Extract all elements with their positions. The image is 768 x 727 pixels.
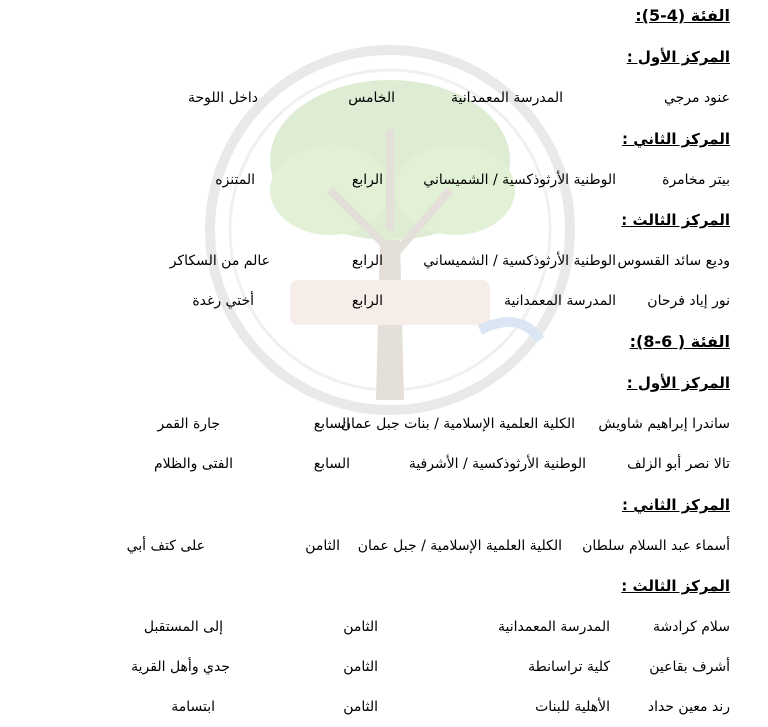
student-name: وديع سائد القسوس [617,253,730,269]
work-title: ابتسامة [171,699,215,715]
school-name: المدرسة المعمدانية [450,90,563,106]
student-name: أسماء عبد السلام سلطان [582,538,730,554]
rank-heading-third: المركز الثالث : [621,211,730,229]
grade-level: الثامن [343,619,378,635]
student-name: تالا نصر أبو الزلف [627,456,730,472]
school-name: كلية تراسانطة [528,659,610,675]
rank-heading-third: المركز الثالث : [621,577,730,595]
school-name: الوطنية الأرثوذكسية / الشميساني [423,253,616,269]
work-title: المتنزه [215,172,255,188]
grade-level: الثامن [343,699,378,715]
category-heading-4-5: الفئة (4-5): [635,6,730,25]
school-name: الأهلية للبنات [535,699,610,715]
grade-level: السابع [313,416,350,432]
student-name: رند معين حداد [647,699,730,715]
student-name: بيتر مخامرة [662,172,730,188]
grade-level: الرابع [351,172,383,188]
work-title: إلى المستقبل [143,619,223,635]
school-name: الكلية العلمية الإسلامية / جبل عمان [357,538,562,554]
school-name: الوطنية الأرثوذكسية / الأشرفية [408,456,586,472]
school-name: المدرسة المعمدانية [503,293,616,309]
rank-heading-first: المركز الأول : [626,374,730,392]
work-title: على كتف أبي [126,538,205,554]
grade-level: الثامن [343,659,378,675]
school-name: الكلية العلمية الإسلامية / بنات جبل عمان [340,416,575,432]
category-heading-6-8: الفئة ( 6-8): [629,332,730,351]
rank-heading-first: المركز الأول : [626,48,730,66]
grade-level: السابع [313,456,350,472]
work-title: عالم من السكاكر [169,253,270,269]
student-name: نور إياد فرحان [647,293,730,309]
work-title: الفتى والظلام [153,456,233,472]
student-name: أشرف بقاعين [649,659,730,675]
work-title: جدي وأهل القرية [131,659,230,675]
grade-level: الرابع [351,253,383,269]
student-name: ساندرا إبراهيم شاويش [598,416,730,432]
grade-level: الثامن [305,538,340,554]
work-title: داخل اللوحة [187,90,258,106]
school-name: المدرسة المعمدانية [497,619,610,635]
rank-heading-second: المركز الثاني : [622,496,730,514]
school-name: الوطنية الأرثوذكسية / الشميساني [423,172,616,188]
student-name: عنود مرجي [663,90,730,106]
work-title: أختي رغدة [192,293,254,309]
work-title: جارة القمر [157,416,220,432]
grade-level: الرابع [351,293,383,309]
student-name: سلام كرادشة [653,619,730,635]
tree-logo-watermark [180,10,600,430]
grade-level: الخامس [348,90,395,106]
rank-heading-second: المركز الثاني : [622,130,730,148]
